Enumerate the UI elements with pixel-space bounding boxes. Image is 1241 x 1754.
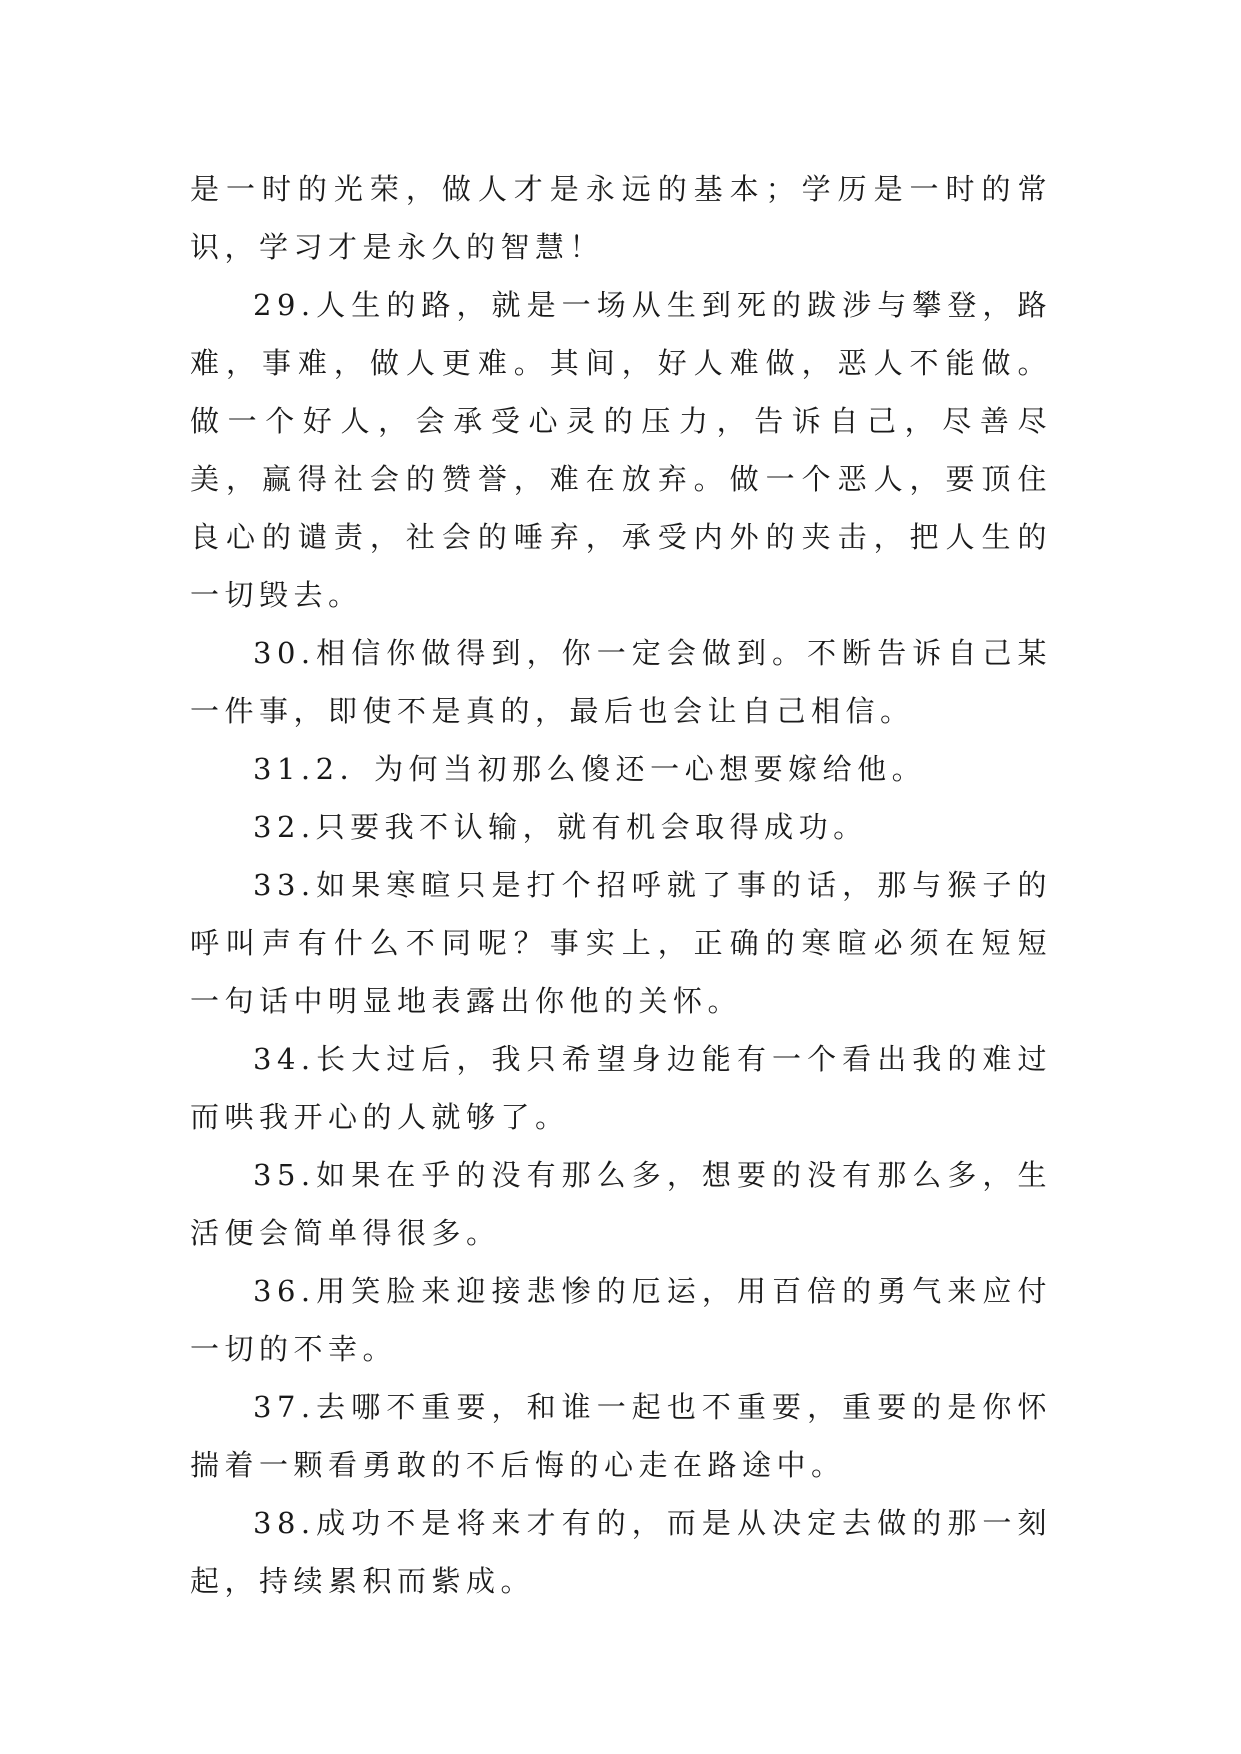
paragraph-35: 35.如果在乎的没有那么多，想要的没有那么多，生活便会简单得很多。 [190,1158,1052,1250]
paragraph-32: 32.只要我不认输，就有机会取得成功。 [253,810,868,844]
paragraph-continuation: 是一时的光荣，做人才是永远的基本；学历是一时的常识，学习才是永久的智慧！ [190,172,1052,264]
paragraph-37: 37.去哪不重要，和谁一起也不重要，重要的是你怀揣着一颗看勇敢的不后悔的心走在路途中。 [190,1390,1052,1482]
paragraph-30: 30.相信你做得到，你一定会做到。不断告诉自己某一件事，即使不是真的，最后也会让自己相信。 [190,636,1052,728]
paragraph-36: 36.用笑脸来迎接悲惨的厄运，用百倍的勇气来应付一切的不幸。 [190,1274,1052,1366]
document-body [190,160,1052,1610]
paragraph-29: 29.人生的路，就是一场从生到死的跋涉与攀登，路难，事难，做人更难。其间，好人难做，恶人不能做。做一个好人，会承受心灵的压力，告诉自己，尽善尽美，赢得社会的赞誉，难在放弃。做一个恶人，要顶住良心的谴责，社会的唾弃，承受内外的夹击，把人生的一切毁去。 [190,288,1052,612]
paragraph-33: 33.如果寒暄只是打个招呼就了事的话，那与猴子的呼叫声有什么不同呢？事实上，正确的寒暄必须在短短一句话中明显地表露出你他的关怀。 [190,868,1052,1018]
paragraph-38: 38.成功不是将来才有的，而是从决定去做的那一刻起，持续累积而紫成。 [190,1506,1052,1598]
paragraph-31: 31.2．为何当初那么傻还一心想要嫁给他。 [253,752,927,786]
paragraph-34: 34.长大过后，我只希望身边能有一个看出我的难过而哄我开心的人就够了。 [190,1042,1052,1134]
